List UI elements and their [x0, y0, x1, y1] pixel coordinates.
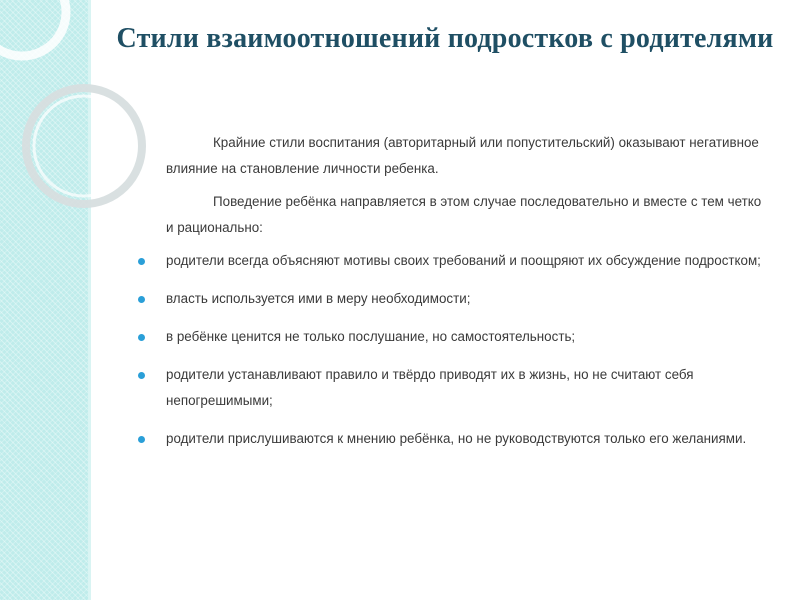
bullet-dot-icon	[138, 296, 145, 303]
bullet-item	[166, 362, 766, 414]
bullet-text: родители устанавливают правило и твёрдо приводят их в жизнь, но не считают себя непогрешимыми;	[166, 367, 694, 408]
bullet-dot-icon	[138, 334, 145, 341]
bullet-dot-icon	[138, 436, 145, 443]
intro-paragraph: Крайние стили воспитания (авторитарный или попустительский) оказывают негативное влияние на становление личности ребенка.	[166, 135, 759, 176]
bullet-text: власть используется ими в меру необходимости;	[166, 291, 471, 306]
decorative-ring-middle	[26, 88, 142, 204]
decorative-ring-middle-inner	[34, 96, 134, 196]
bullet-text: родители всегда объясняют мотивы своих требований и поощряют их обсуждение подростком;	[166, 253, 761, 268]
slide-body	[166, 130, 766, 464]
bullet-dot-icon	[138, 372, 145, 379]
bullet-text: родители прислушиваются к мнению ребёнка, но не руководствуются только его желаниями.	[166, 431, 747, 446]
decorative-ring-top	[0, 0, 66, 56]
behavior-paragraph: Поведение ребёнка направляется в этом случае последовательно и вместе с тем четко и рационально:	[166, 194, 762, 235]
bullet-item	[166, 324, 766, 350]
bullet-dot-icon	[138, 258, 145, 265]
bullet-item	[166, 248, 766, 274]
bullet-item	[166, 286, 766, 312]
bullet-text: в ребёнке ценится не только послушание, но самостоятельность;	[166, 329, 576, 344]
slide-title: Стили взаимоотношений подростков с родителями	[116, 23, 774, 54]
bullet-item	[166, 426, 766, 452]
